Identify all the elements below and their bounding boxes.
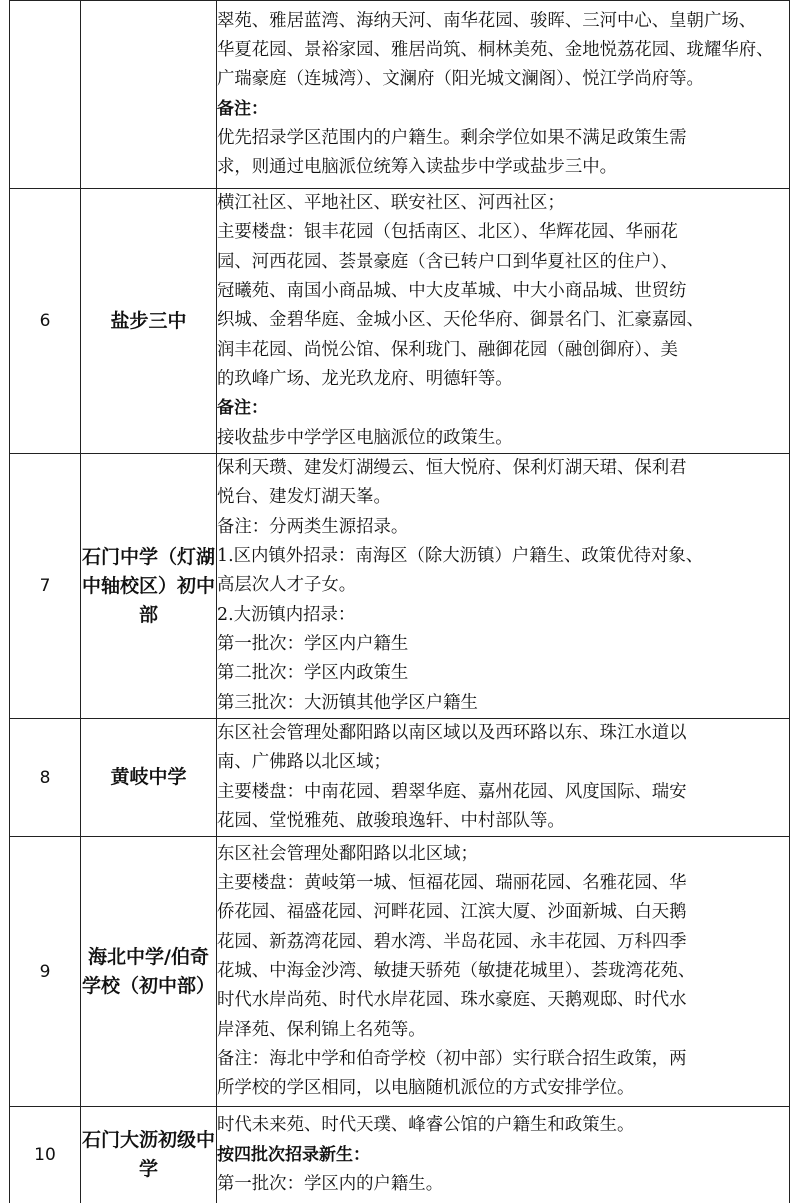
detail-line: 东区社会管理处鄱阳路以南区域以及西环路以东、珠江水道以 bbox=[217, 723, 687, 743]
detail-line: 横江社区、平地社区、联安社区、河西社区； bbox=[217, 193, 565, 214]
row-number-cell: 7 bbox=[10, 454, 81, 719]
detail-line: 接收盐步中学学区电脑派位的政策生。 bbox=[217, 427, 513, 448]
detail-line: 高层次人才子女。 bbox=[217, 575, 357, 596]
detail-line: 主要楼盘：银丰花园（包括南区、北区）、华辉花园、华丽花 bbox=[217, 222, 678, 243]
detail-line: 华夏花园、景裕家园、雅居尚筑、桐林美苑、金地悦荔花园、珑耀华府、 bbox=[217, 39, 774, 60]
table-row bbox=[10, 1, 790, 189]
detail-line: 2.大沥镇内招录： bbox=[217, 604, 356, 625]
school-name-cell: 黄岐中学 bbox=[81, 719, 217, 837]
detail-line: 优先招录学区范围内的户籍生。剩余学位如果不满足政策生需 bbox=[217, 127, 687, 148]
zone-detail-cell bbox=[217, 189, 790, 454]
detail-line: 翠苑、雅居蓝湾、海纳天河、南华花园、骏晖、三河中心、皇朝广场、 bbox=[217, 10, 757, 31]
detail-line: 主要楼盘：中南花园、碧翠华庭、嘉州花园、风度国际、瑞安 bbox=[217, 781, 687, 802]
zone-detail-cell bbox=[217, 1107, 790, 1203]
row-number-cell: 6 bbox=[10, 189, 81, 454]
detail-line: 织城、金碧华庭、金城小区、天伦华府、御景名门、汇豪嘉园、 bbox=[217, 310, 704, 331]
detail-line: 保利天瓒、建发灯湖缦云、恒大悦府、保利灯湖天珺、保利君 bbox=[217, 458, 687, 479]
table-row bbox=[10, 1107, 790, 1203]
school-name-cell: 石门中学（灯湖中轴校区）初中部 bbox=[81, 454, 217, 719]
remark-heading: 备注： bbox=[217, 398, 268, 419]
detail-line: 备注：分两类生源招录。 bbox=[217, 516, 409, 537]
detail-line: 时代未来苑、时代天璞、峰睿公馆的户籍生和政策生。 bbox=[217, 1115, 635, 1136]
detail-line: 第一批次：学区内的户籍生。 bbox=[217, 1173, 444, 1194]
remark-line: 备注：海北中学和伯奇学校（初中部）实行联合招生政策，两 bbox=[217, 1048, 687, 1069]
school-name-cell: 海北中学/伯奇学校（初中部） bbox=[81, 837, 217, 1107]
detail-line: 润丰花园、尚悦公馆、保利珑门、融御花园（融创御府）、美 bbox=[217, 339, 678, 360]
batch-heading: 按四批次招录新生： bbox=[217, 1144, 370, 1165]
detail-line: 岸泽苑、保利锦上名苑等。 bbox=[217, 1019, 426, 1040]
detail-line: 的玖峰广场、龙光玖龙府、明德轩等。 bbox=[217, 368, 513, 389]
detail-line: 第一批次：学区内户籍生 bbox=[217, 633, 409, 654]
detail-line: 冠曦苑、南国小商品城、中大皮革城、中大小商品城、世贸纺 bbox=[217, 281, 687, 302]
detail-line: 南、广佛路以北区域； bbox=[217, 752, 391, 773]
detail-line: 东区社会管理处鄱阳路以北区域； bbox=[217, 843, 478, 864]
detail-line: 侨花园、福盛花园、河畔花园、江滨大厦、沙面新城、白天鹅 bbox=[217, 902, 687, 923]
table-row bbox=[10, 454, 790, 719]
school-name-cell: 石门大沥初级中学 bbox=[81, 1107, 217, 1203]
school-zone-table bbox=[9, 0, 790, 1203]
school-name-cell: 盐步三中 bbox=[81, 189, 217, 454]
row-number-cell: 8 bbox=[10, 719, 81, 837]
table-row bbox=[10, 719, 790, 837]
detail-line: 第三批次：大沥镇其他学区户籍生 bbox=[217, 692, 478, 713]
detail-line: 园、河西花园、荟景豪庭（含已转户口到华夏社区的住户）、 bbox=[217, 251, 678, 272]
detail-line: 花园、堂悦雅苑、啟骏琅逸轩、中村部队等。 bbox=[217, 810, 565, 831]
detail-line: 主要楼盘：黄岐第一城、恒福花园、瑞丽花园、名雅花园、华 bbox=[217, 873, 687, 894]
detail-line: 1.区内镇外招录：南海区（除大沥镇）户籍生、政策优待对象、 bbox=[217, 546, 704, 567]
table-row bbox=[10, 837, 790, 1107]
row-number-cell: 10 bbox=[10, 1107, 81, 1203]
zone-detail-cell bbox=[217, 719, 790, 837]
detail-line: 广瑞豪庭（连城湾）、文澜府（阳光城文澜阁）、悦江学尚府等。 bbox=[217, 69, 704, 90]
detail-line: 花园、新荔湾花园、碧水湾、半岛花园、永丰花园、万科四季 bbox=[217, 931, 687, 952]
detail-line: 求，则通过电脑派位统筹入读盐步中学或盐步三中。 bbox=[217, 157, 617, 178]
detail-line: 所学校的学区相同，以电脑随机派位的方式安排学位。 bbox=[217, 1078, 635, 1099]
zone-detail-cell bbox=[217, 1, 790, 189]
school-name-cell bbox=[81, 1, 217, 189]
detail-line: 悦台、建发灯湖天峯。 bbox=[217, 487, 391, 508]
detail-line: 时代水岸尚苑、时代水岸花园、珠水豪庭、天鹅观邸、时代水 bbox=[217, 990, 687, 1011]
detail-line: 花城、中海金沙湾、敏捷天骄苑（敏捷花城里）、荟珑湾花苑、 bbox=[217, 961, 696, 982]
row-number-cell bbox=[10, 1, 81, 189]
detail-line: 第二批次：学区内政策生 bbox=[217, 663, 409, 684]
row-number-cell: 9 bbox=[10, 837, 81, 1107]
zone-detail-cell bbox=[217, 454, 790, 719]
remark-heading: 备注： bbox=[217, 98, 268, 119]
zone-detail-cell bbox=[217, 837, 790, 1107]
table-row bbox=[10, 189, 790, 454]
